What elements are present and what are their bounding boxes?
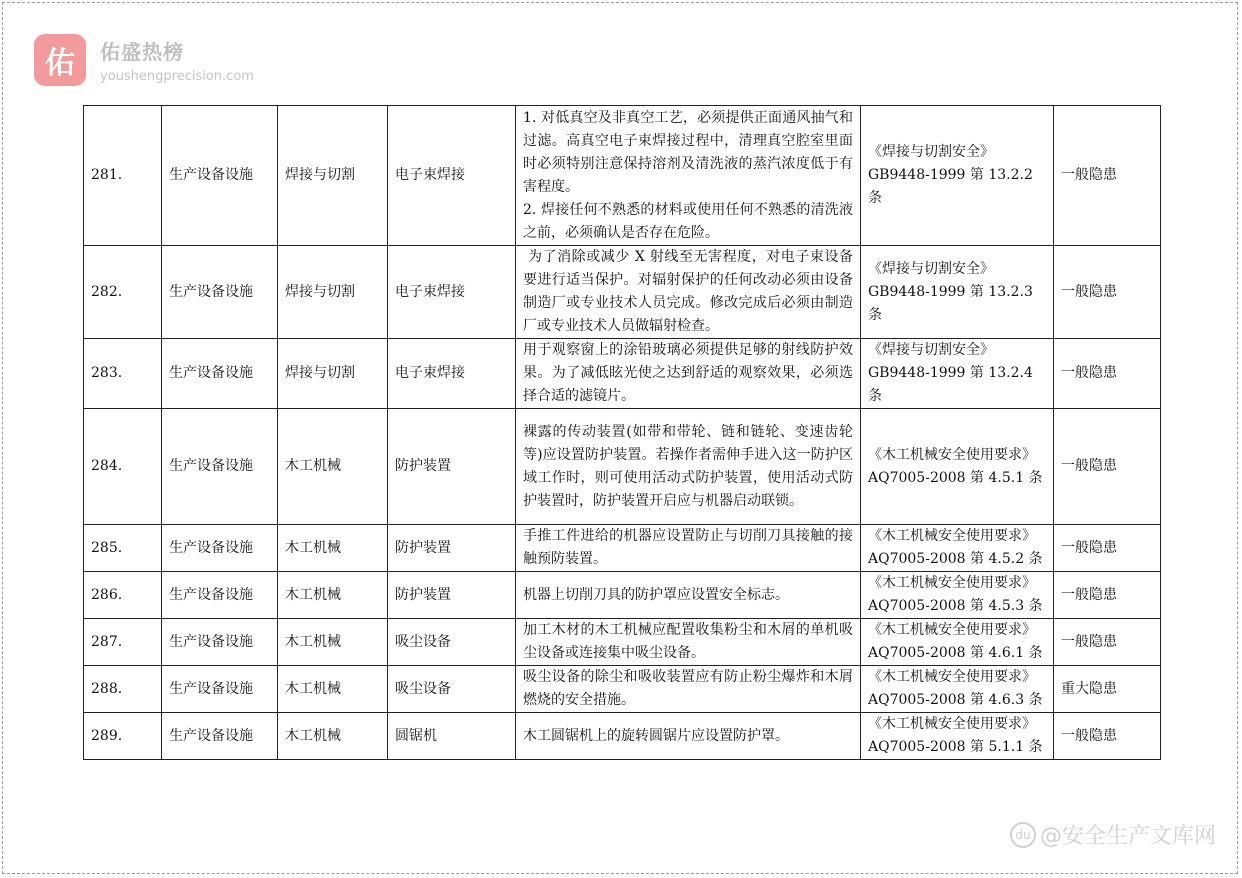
- basis-cell: [861, 106, 1054, 246]
- requirement-paragraph: 手推工件进给的机器应设置防止与切削刀具接触的接触预防装置。: [523, 528, 853, 567]
- subcategory-cell: 焊接与切割: [278, 106, 388, 246]
- requirement-paragraph: 机器上切削刀具的防护罩应设置安全标志。: [523, 586, 789, 603]
- basis-standard-title: 《焊接与切割安全》: [868, 342, 994, 358]
- row-number: 281.: [84, 106, 162, 246]
- row-number: 288.: [84, 666, 162, 713]
- basis-cell: [861, 525, 1054, 572]
- requirement-cell: [516, 713, 861, 760]
- row-number: 285.: [84, 525, 162, 572]
- basis-standard-title: 《木工机械安全使用要求》: [868, 575, 1036, 591]
- item-cell: 吸尘设备: [388, 666, 516, 713]
- table-row: [84, 339, 1161, 409]
- basis-standard-title: 《木工机械安全使用要求》: [868, 528, 1036, 544]
- row-number: 289.: [84, 713, 162, 760]
- logo-badge-icon: 佑: [34, 34, 86, 86]
- table-row: [84, 619, 1161, 666]
- row-number: 283.: [84, 339, 162, 409]
- requirement-paragraph: 裸露的传动装置(如带和带轮、链和链轮、变速齿轮等)应设置防护装置。若操作者需伸手进入这一防护区域工作时，则可使用活动式防护装置，使用活动式防护装置时，防护装置开启应与机器启动联锁。: [523, 423, 853, 509]
- logo-url: youshengprecision.com: [100, 69, 254, 84]
- row-number: 284.: [84, 409, 162, 525]
- category-cell: 生产设备设施: [162, 572, 278, 619]
- item-cell: 防护装置: [388, 409, 516, 525]
- hazard-level-cell: 一般隐患: [1054, 619, 1161, 666]
- requirement-cell: [516, 106, 861, 246]
- basis-clause: AQ7005-2008 第 4.5.2 条: [868, 551, 1043, 567]
- requirement-cell: [516, 666, 861, 713]
- requirement-paragraph: 1. 对低真空及非真空工艺，必须提供正面通风抽气和过滤。高真空电子束焊接过程中，清理真空腔室里面时必须特别注意保持溶剂及清洗液的蒸汽浓度低于有害程度。: [523, 109, 853, 195]
- table-row: [84, 713, 1161, 760]
- row-number: 286.: [84, 572, 162, 619]
- subcategory-cell: 木工机械: [278, 409, 388, 525]
- hazard-level-cell: 一般隐患: [1054, 106, 1161, 246]
- table-row: [84, 246, 1161, 339]
- requirement-paragraph: 吸尘设备的除尘和吸收装置应有防止粉尘爆炸和木屑燃烧的安全措施。: [523, 669, 853, 708]
- watermark-text: @安全生产文库网: [1039, 824, 1216, 849]
- subcategory-cell: 木工机械: [278, 619, 388, 666]
- table-row: [84, 666, 1161, 713]
- requirement-cell: [516, 572, 861, 619]
- category-cell: 生产设备设施: [162, 619, 278, 666]
- watermark: [1010, 819, 1216, 850]
- subcategory-cell: 木工机械: [278, 525, 388, 572]
- category-cell: 生产设备设施: [162, 409, 278, 525]
- logo-text-block: [100, 36, 254, 84]
- hazard-level-cell: 重大隐患: [1054, 666, 1161, 713]
- basis-cell: [861, 572, 1054, 619]
- basis-standard-title: 《木工机械安全使用要求》: [868, 669, 1036, 685]
- subcategory-cell: 木工机械: [278, 713, 388, 760]
- table-row: [84, 525, 1161, 572]
- table-row: [84, 106, 1161, 246]
- basis-cell: [861, 409, 1054, 525]
- subcategory-cell: 焊接与切割: [278, 246, 388, 339]
- basis-cell: [861, 713, 1054, 760]
- category-cell: 生产设备设施: [162, 713, 278, 760]
- basis-clause: GB9448-1999 第 13.2.4 条: [868, 365, 1033, 404]
- item-cell: 防护装置: [388, 572, 516, 619]
- site-logo[interactable]: [34, 34, 254, 86]
- item-cell: 吸尘设备: [388, 619, 516, 666]
- basis-cell: [861, 619, 1054, 666]
- basis-standard-title: 《木工机械安全使用要求》: [868, 716, 1036, 732]
- requirement-paragraph: 为了消除或减少 X 射线至无害程度，对电子束设备要进行适当保护。对辐射保护的任何改动必须由设备制造厂或专业技术人员完成。修改完成后必须由制造厂或专业技术人员做辐射检查。: [523, 249, 854, 334]
- basis-standard-title: 《焊接与切割安全》: [868, 260, 994, 277]
- subcategory-cell: 木工机械: [278, 572, 388, 619]
- basis-standard-title: 《焊接与切割安全》: [868, 144, 994, 160]
- requirement-cell: [516, 339, 861, 409]
- item-cell: 电子束焊接: [388, 339, 516, 409]
- basis-clause: GB9448-1999 第 13.2.2 条: [868, 167, 1033, 206]
- row-number: 282.: [84, 246, 162, 339]
- basis-standard-title: 《木工机械安全使用要求》: [868, 622, 1036, 638]
- item-cell: 防护装置: [388, 525, 516, 572]
- item-cell: 圆锯机: [388, 713, 516, 760]
- basis-cell: [861, 246, 1054, 339]
- du-paw-icon: du: [1010, 822, 1036, 848]
- logo-name: 佑盛热榜: [100, 40, 184, 64]
- category-cell: 生产设备设施: [162, 339, 278, 409]
- basis-clause: AQ7005-2008 第 4.5.1 条: [868, 469, 1043, 486]
- basis-standard-title: 《木工机械安全使用要求》: [868, 446, 1036, 463]
- hazard-level-cell: 一般隐患: [1054, 525, 1161, 572]
- category-cell: 生产设备设施: [162, 525, 278, 572]
- hazard-level-cell: 一般隐患: [1054, 572, 1161, 619]
- category-cell: 生产设备设施: [162, 666, 278, 713]
- requirement-paragraph: 加工木材的木工机械应配置收集粉尘和木屑的单机吸尘设备或连接集中吸尘设备。: [523, 622, 853, 661]
- basis-cell: [861, 666, 1054, 713]
- hazard-table: [83, 105, 1161, 760]
- basis-clause: AQ7005-2008 第 4.6.3 条: [868, 692, 1043, 708]
- table-row: [84, 409, 1161, 525]
- requirement-cell: [516, 619, 861, 666]
- requirement-paragraph: 木工圆锯机上的旋转圆锯片应设置防护罩。: [523, 727, 789, 744]
- category-cell: 生产设备设施: [162, 246, 278, 339]
- table-row: [84, 572, 1161, 619]
- hazard-level-cell: 一般隐患: [1054, 339, 1161, 409]
- hazard-level-cell: 一般隐患: [1054, 246, 1161, 339]
- requirement-paragraph: 用于观察窗上的涂铅玻璃必须提供足够的射线防护效果。为了减低眩光使之达到舒适的观察效果，必须选择合适的滤镜片。: [523, 342, 853, 404]
- basis-clause: AQ7005-2008 第 4.5.3 条: [868, 598, 1043, 614]
- requirement-cell: [516, 409, 861, 525]
- item-cell: 电子束焊接: [388, 246, 516, 339]
- basis-clause: AQ7005-2008 第 5.1.1 条: [868, 739, 1043, 755]
- hazard-level-cell: 一般隐患: [1054, 409, 1161, 525]
- requirement-cell: [516, 246, 861, 339]
- hazard-level-cell: 一般隐患: [1054, 713, 1161, 760]
- row-number: 287.: [84, 619, 162, 666]
- subcategory-cell: 焊接与切割: [278, 339, 388, 409]
- basis-clause: GB9448-1999 第 13.2.3 条: [868, 283, 1033, 323]
- requirement-paragraph: 2. 焊接任何不熟悉的材料或使用任何不熟悉的清洗液之前，必须确认是否存在危险。: [523, 201, 853, 241]
- table-body: [84, 106, 1161, 760]
- basis-clause: AQ7005-2008 第 4.6.1 条: [868, 645, 1043, 661]
- subcategory-cell: 木工机械: [278, 666, 388, 713]
- category-cell: 生产设备设施: [162, 106, 278, 246]
- requirement-cell: [516, 525, 861, 572]
- item-cell: 电子束焊接: [388, 106, 516, 246]
- basis-cell: [861, 339, 1054, 409]
